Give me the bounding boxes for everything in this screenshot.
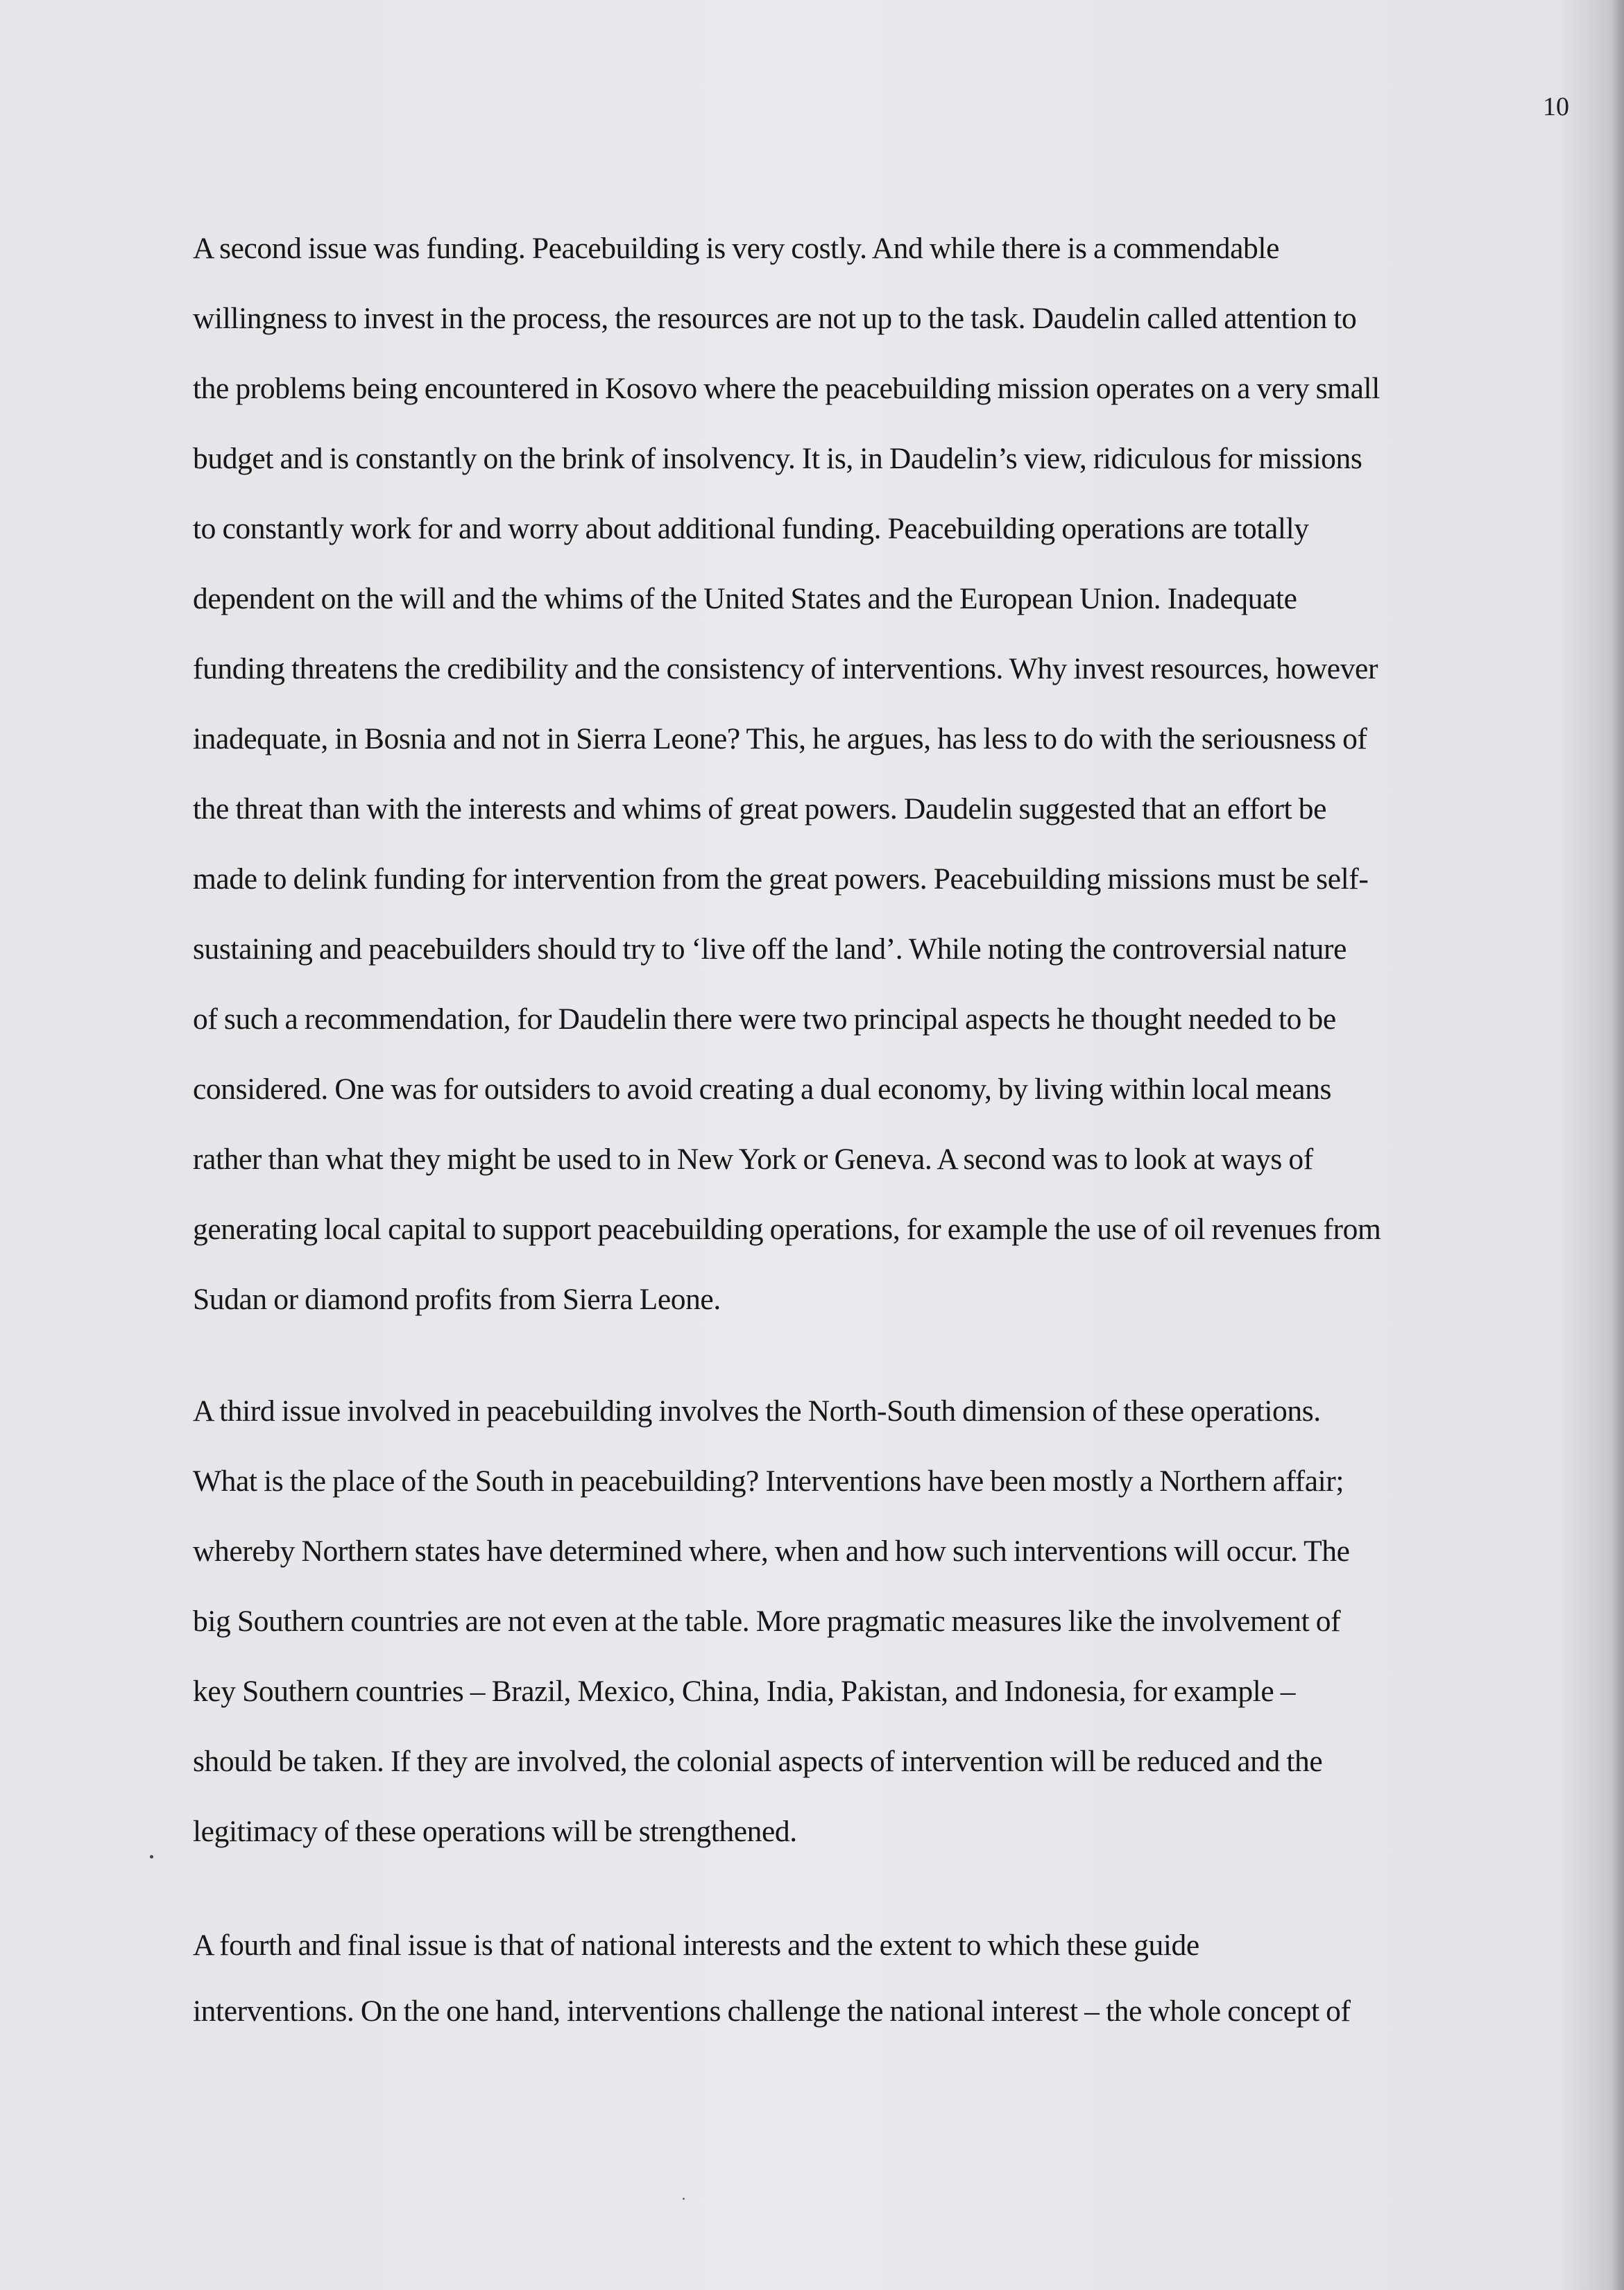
paragraph-line: A fourth and final issue is that of national interests and the extent to which these guide	[193, 1929, 1199, 1962]
paragraph-line: legitimacy of these operations will be strengthened.	[193, 1815, 797, 1848]
paragraph-line: should be taken. If they are involved, the colonial aspects of intervention will be reduced and the	[193, 1745, 1323, 1778]
paragraph-line: of such a recommendation, for Daudelin there were two principal aspects he thought needed to be	[193, 1002, 1336, 1036]
paragraph-national-interests	[193, 1920, 1579, 2052]
paragraph-funding	[193, 223, 1579, 1344]
paragraph-line: interventions. On the one hand, interventions challenge the national interest – the whole concept of	[193, 1994, 1351, 2028]
paragraph-line: whereby Northern states have determined where, when and how such interventions will occur. The	[193, 1535, 1350, 1568]
paragraph-line: big Southern countries are not even at the table. More pragmatic measures like the involvement of	[193, 1605, 1341, 1638]
paragraph-line: Sudan or diamond profits from Sierra Leone.	[193, 1283, 721, 1316]
paragraph-line: budget and is constantly on the brink of insolvency. It is, in Daudelin’s view, ridiculous for missions	[193, 442, 1362, 475]
paragraph-line: A third issue involved in peacebuilding involves the North-South dimension of these operations.	[193, 1394, 1321, 1428]
ink-speck	[683, 2198, 685, 2200]
paragraph-line: generating local capital to support peacebuilding operations, for example the use of oil revenues from	[193, 1213, 1381, 1246]
paragraph-north-south	[193, 1386, 1579, 1877]
page-number: 10	[1543, 92, 1569, 121]
paragraph-line: funding threatens the credibility and the consistency of interventions. Why invest resources, however	[193, 652, 1378, 685]
paragraph-line: considered. One was for outsiders to avoid creating a dual economy, by living within local means	[193, 1073, 1332, 1106]
paragraph-line: willingness to invest in the process, the resources are not up to the task. Daudelin called attention to	[193, 302, 1357, 335]
paragraph-line: sustaining and peacebuilders should try to ‘live off the land’. While noting the controversial nature	[193, 932, 1347, 966]
page-edge-shadow	[1612, 0, 1624, 2290]
paragraph-line: A second issue was funding. Peacebuilding is very costly. And while there is a commendable	[193, 232, 1279, 265]
paragraph-line: to constantly work for and worry about additional funding. Peacebuilding operations are totally	[193, 512, 1309, 545]
paragraph-line: rather than what they might be used to in New York or Geneva. A second was to look at ways of	[193, 1143, 1313, 1176]
paragraph-line: key Southern countries – Brazil, Mexico, China, India, Pakistan, and Indonesia, for example –	[193, 1675, 1296, 1708]
paragraph-line: made to delink funding for intervention from the great powers. Peacebuilding missions must be self-	[193, 862, 1369, 896]
paragraph-line: inadequate, in Bosnia and not in Sierra Leone? This, he argues, has less to do with the seriousness of	[193, 722, 1367, 755]
paragraph-line: the threat than with the interests and whims of great powers. Daudelin suggested that an effort be	[193, 792, 1326, 826]
paragraph-line: What is the place of the South in peacebuilding? Interventions have been mostly a Northern affair;	[193, 1464, 1344, 1498]
paragraph-line: the problems being encountered in Kosovo where the peacebuilding mission operates on a very small	[193, 372, 1380, 405]
ink-speck	[150, 1855, 153, 1859]
paragraph-line: dependent on the will and the whims of the United States and the European Union. Inadequate	[193, 582, 1297, 615]
